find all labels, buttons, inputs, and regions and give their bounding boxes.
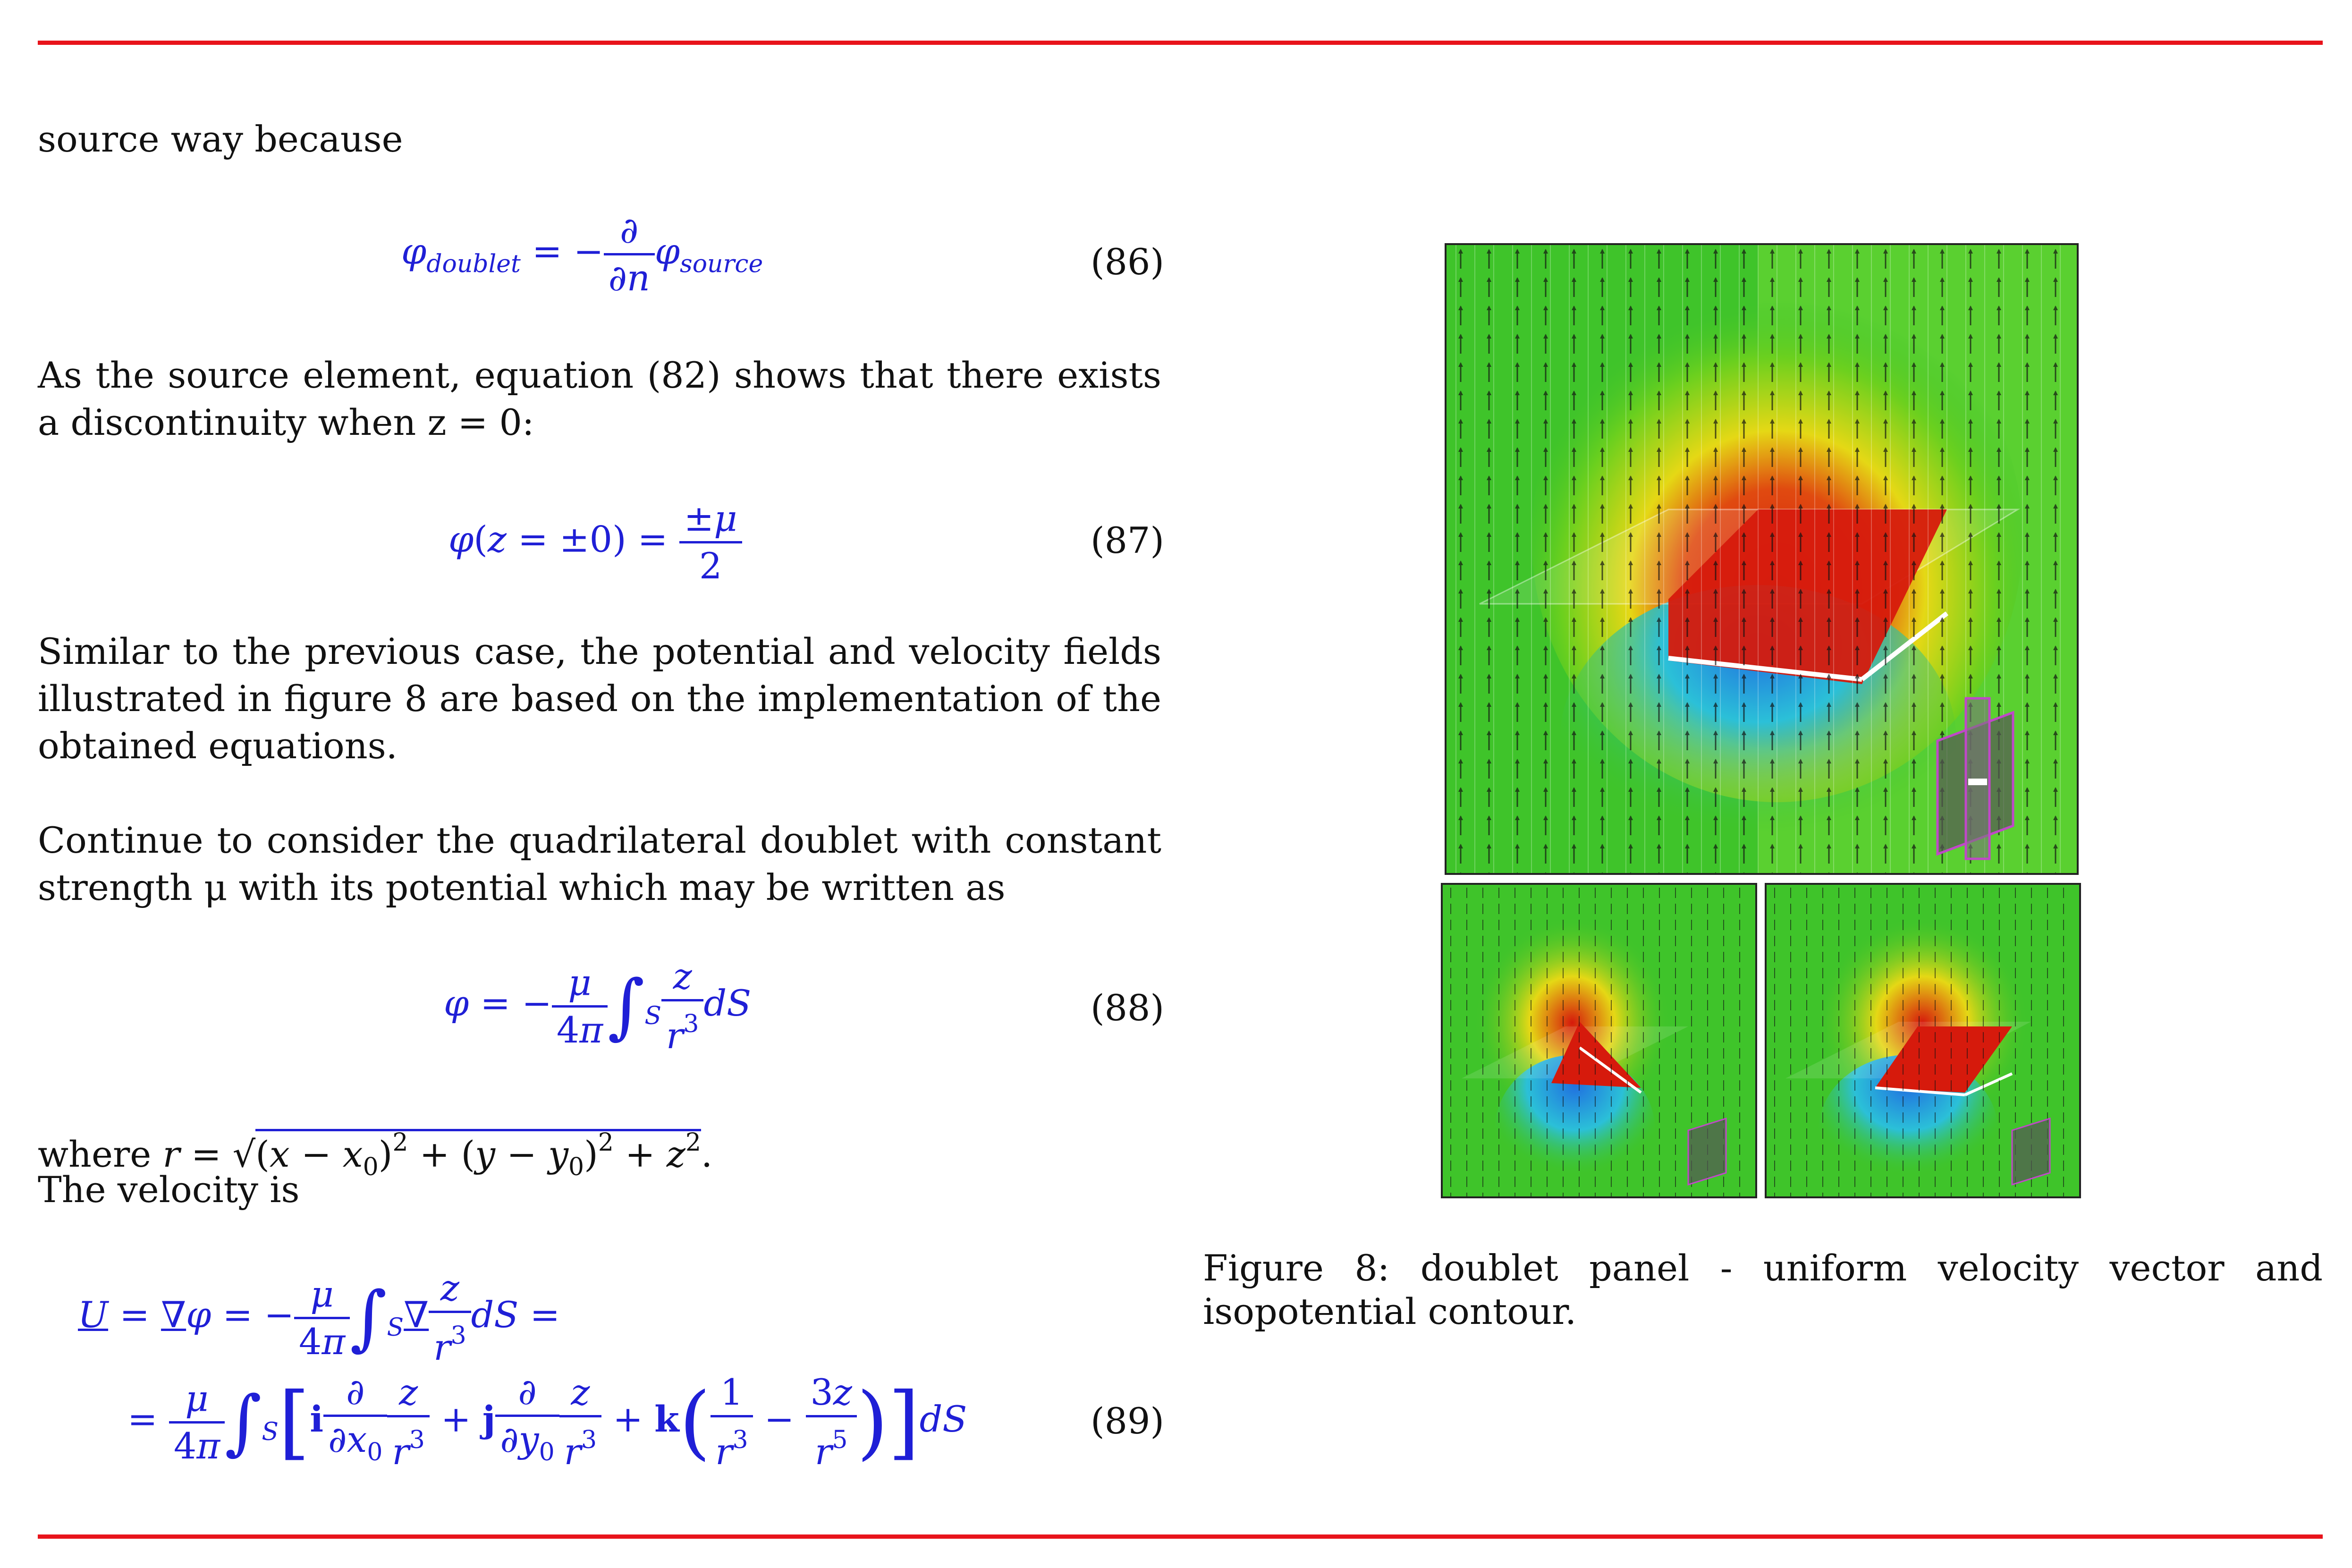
paragraph-2: As the source element, equation (82) shows that there exists a discontinuity when z = 0: (38, 354, 1161, 443)
equation-87: φ(z = ±0) = $\frac{\pm\mu}{2}$ (448, 496, 742, 589)
paragraph-3: Similar to the previous case, the potential and velocity fields illustrated in figure 8 are based on the implementation of the obtained equations. (38, 630, 1161, 767)
equation-87-number: (87) (1091, 519, 1165, 561)
equation-86: $\varphi_{doublet}$ = − $\frac{\partial}{\partial n}$ $\varphi_{source}$ (401, 208, 763, 301)
equation-89-line-1: U = ∇φ = − $\frac{\mu}{4\pi}$ $\int_S\nabla$ $\frac{z}{r^3}$ dS = (78, 1265, 560, 1370)
equation-88: φ = − $\frac{\mu}{4\pi}$ $\int_S$ $\frac{z}{r^3}$ dS (444, 954, 751, 1059)
figure-8-small-image-right (1765, 883, 2081, 1198)
paragraph-5: where $r = √(x - x_0)^2 + (y - y_0)^2 + z^2$. (38, 1128, 713, 1181)
equation-88-number: (88) (1091, 987, 1165, 1029)
figure-8-caption: Figure 8: doublet panel - uniform velocity vector and isopotential contour. (1203, 1247, 2323, 1332)
equation-89-number: (89) (1091, 1400, 1165, 1442)
equation-89-line-2: = $\frac{\mu}{4\pi}$ $\int_S[i$ $\frac{\partial}{\partial x_0}$ $\frac{z}{r^3}$ + j $\frac{\partial}{\partial y_0}$ $\frac{z}{r^3}$ + k( $\frac{1}{r^3}$ − $\frac{3z}{r^5}$ )]dS (127, 1369, 967, 1475)
paragraph-5-prefix: where (38, 1133, 152, 1175)
paragraph-4: Continue to consider the quadrilateral doublet with constant strength μ with its potential which may be written as (38, 819, 1161, 908)
paragraph-6: The velocity is (38, 1169, 300, 1211)
top-rule (38, 41, 2323, 45)
figure-8-small-image-left (1441, 883, 1757, 1198)
equation-86-number: (86) (1091, 241, 1165, 283)
paragraph-1: source way because (38, 118, 403, 160)
bottom-rule (38, 1534, 2323, 1539)
figure-8-main-image (1445, 243, 2079, 875)
